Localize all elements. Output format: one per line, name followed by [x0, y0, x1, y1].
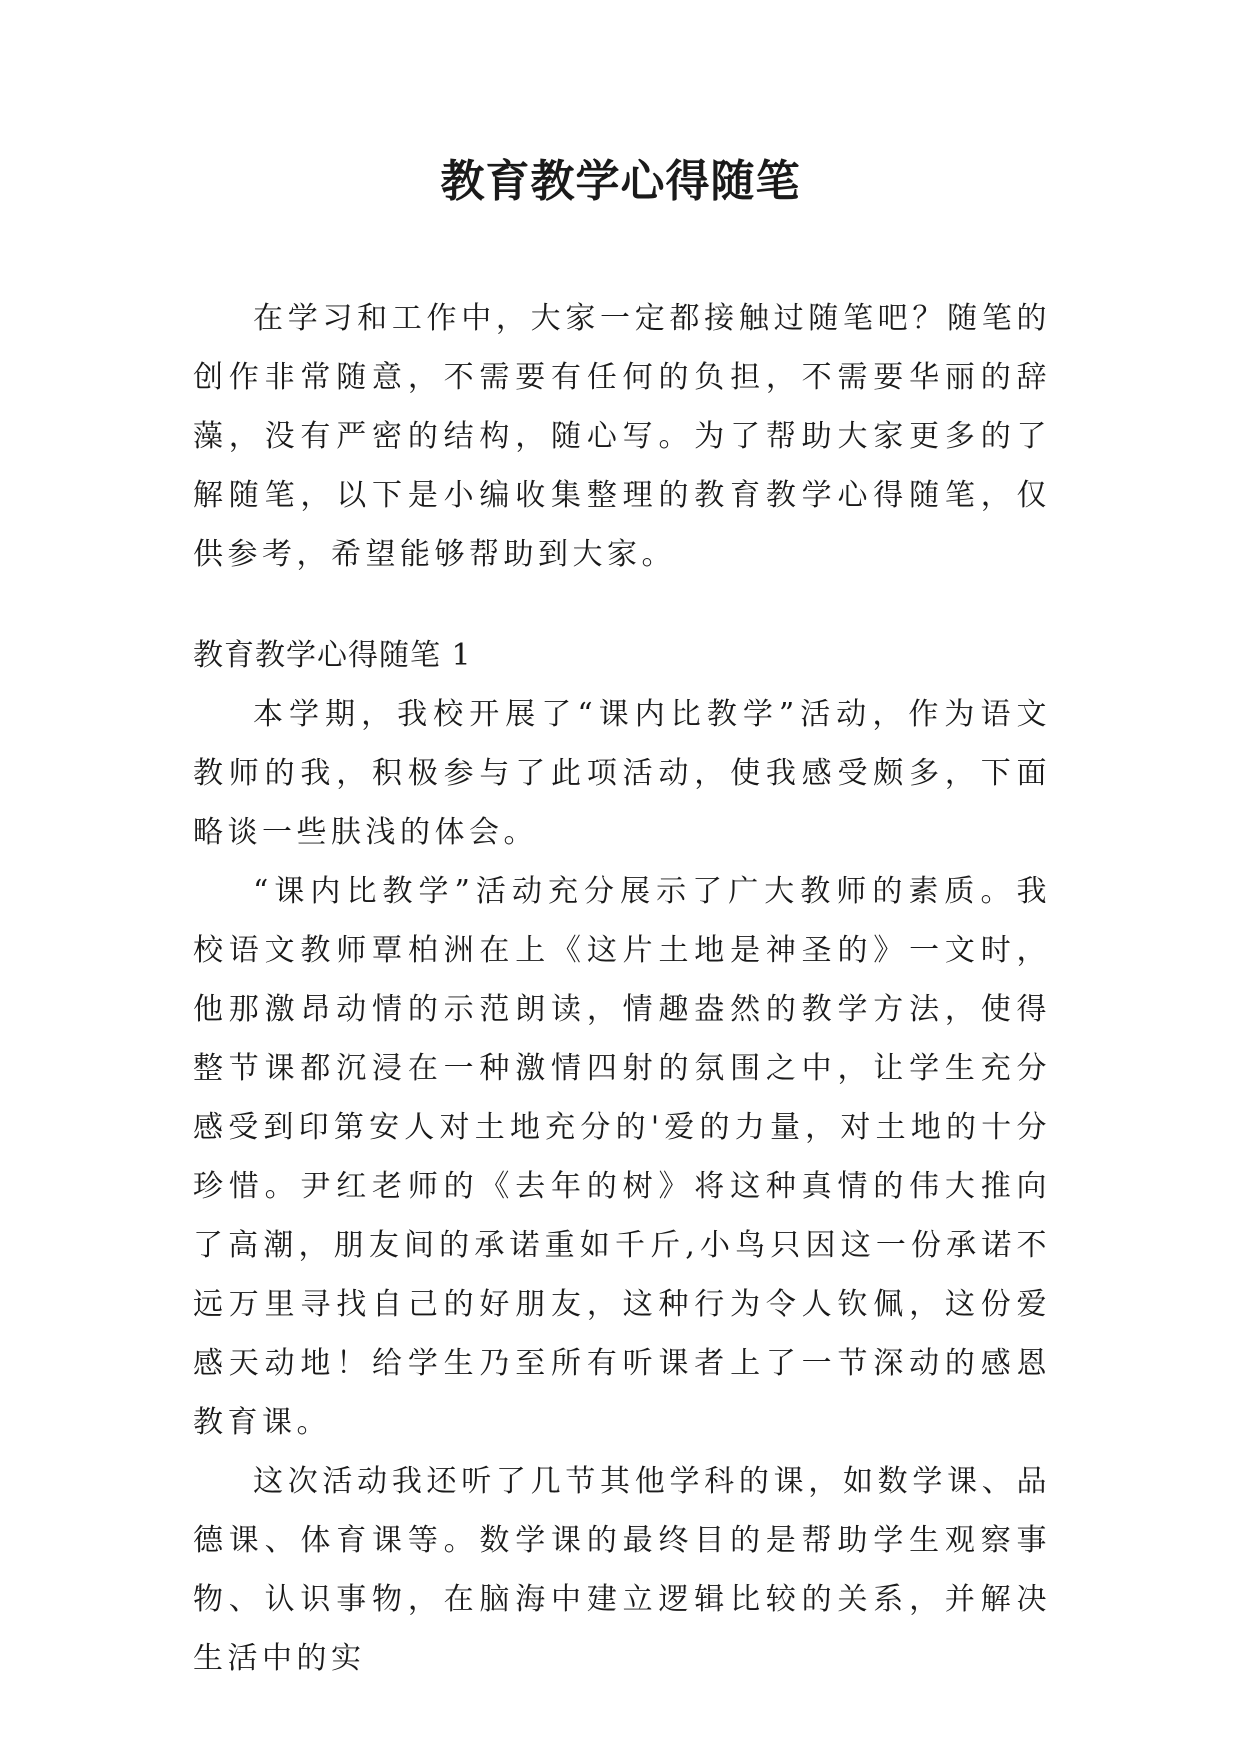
body-paragraph: “课内比教学”活动充分展示了广大教师的素质。我校语文教师覃柏洲在上《这片土地是神圣的》一文时，他那激昂动情的示范朗读，情趣盎然的教学方法，使得整节课都沉浸在一种激情四射的氛围之中，让学生充分感受到印第安人对土地充分的'爱的力量，对土地的十分珍惜。尹红老师的《去年的树》将这种真情的伟大推向了高潮，朋友间的承诺重如千斤,小鸟只因这一份承诺不远万里寻找自己的好朋友，这种行为令人钦佩，这份爱感天动地！给学生乃至所有听课者上了一节深动的感恩教育课。 [193, 874, 1051, 1440]
body-paragraph: 这次活动我还听了几节其他学科的课，如数学课、品德课、体育课等。数学课的最终目的是帮助学生观察事物、认识事物，在脑海中建立逻辑比较的关系，并解决生活中的实 [193, 1464, 1051, 1676]
body-paragraph: 本学期，我校开展了“课内比教学”活动，作为语文教师的我，积极参与了此项活动，使我感受颇多，下面略谈一些肤浅的体会。 [193, 697, 1051, 850]
document-body [193, 289, 1051, 1688]
section-heading: 教育教学心得随笔 1 [193, 638, 472, 673]
document-title: 教育教学心得随笔 [440, 156, 801, 207]
intro-paragraph: 在学习和工作中，大家一定都接触过随笔吧？随笔的创作非常随意，不需要有任何的负担，不需要华丽的辞藻，没有严密的结构，随心写。为了帮助大家更多的了解随笔，以下是小编收集整理的教育教学心得随笔，仅供参考，希望能够帮助到大家。 [193, 301, 1051, 572]
